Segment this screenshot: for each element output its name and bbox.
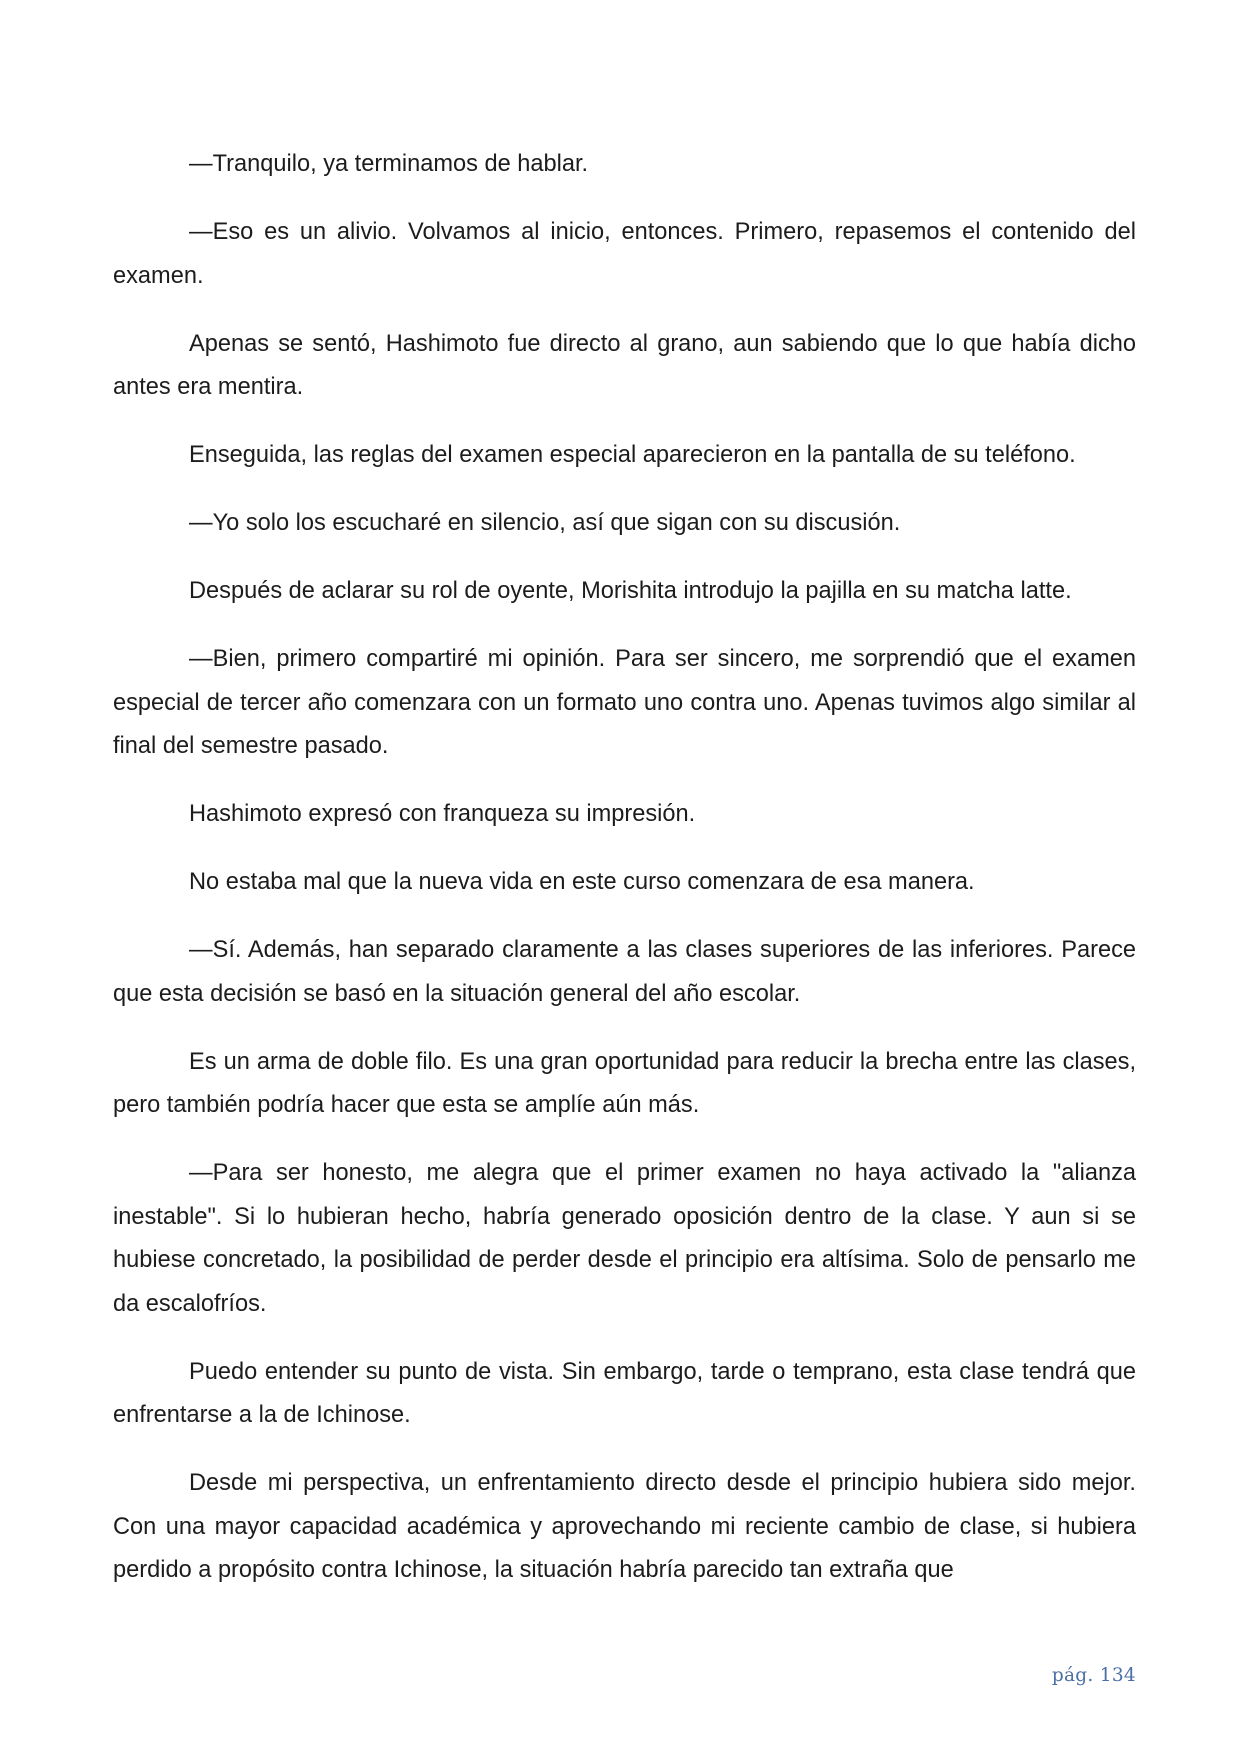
paragraph-8: Hashimoto expresó con franqueza su impresión.: [189, 801, 696, 827]
paragraph-9: No estaba mal que la nueva vida en este curso comenzara de esa manera.: [189, 869, 975, 895]
paragraph-2: —Eso es un alivio. Volvamos al inicio, entonces. Primero, repasemos el contenido del examen.: [113, 219, 1136, 289]
paragraph-10: —Sí. Además, han separado claramente a las clases superiores de las inferiores. Parece que esta decisión se basó en la situación general del año escolar.: [113, 937, 1136, 1007]
paragraph-11: Es un arma de doble filo. Es una gran oportunidad para reducir la brecha entre las clases, pero también podría hacer que esta se amplíe aún más.: [113, 1048, 1136, 1118]
paragraph-3: Apenas se sentó, Hashimoto fue directo al grano, aun sabiendo que lo que había dicho antes era mentira.: [113, 330, 1136, 400]
paragraph-1: —Tranquilo, ya terminamos de hablar.: [189, 151, 589, 177]
paragraph-14: Desde mi perspectiva, un enfrentamiento directo desde el principio hubiera sido mejor. Con una mayor capacidad académica y aprovechando mi reciente cambio de clase, si hubiera perdido a propósito contra Ichinose, la situación habría parecido tan extraña que: [113, 1470, 1136, 1583]
body-text: [113, 143, 1136, 1617]
paragraph-5: —Yo solo los escucharé en silencio, así que sigan con su discusión.: [189, 510, 901, 536]
paragraph-12: —Para ser honesto, me alegra que el primer examen no haya activado la "alianza inestable". Si lo hubieran hecho, habría generado oposición dentro de la clase. Y aun si se hubiese concretado, la posibilidad de perder desde el principio era altísima. Solo de pensarlo me da escalofríos.: [113, 1160, 1136, 1317]
page-number: pág. 134: [1051, 1665, 1136, 1686]
paragraph-13: Puedo entender su punto de vista. Sin embargo, tarde o temprano, esta clase tendrá que enfrentarse a la de Ichinose.: [113, 1358, 1136, 1428]
paragraph-6: Después de aclarar su rol de oyente, Morishita introdujo la pajilla en su matcha latte.: [189, 578, 1072, 604]
paragraph-7: —Bien, primero compartiré mi opinión. Para ser sincero, me sorprendió que el examen especial de tercer año comenzara con un formato uno contra uno. Apenas tuvimos algo similar al final del semestre pasado.: [113, 646, 1136, 759]
paragraph-4: Enseguida, las reglas del examen especial aparecieron en la pantalla de su teléfono.: [189, 442, 1076, 468]
